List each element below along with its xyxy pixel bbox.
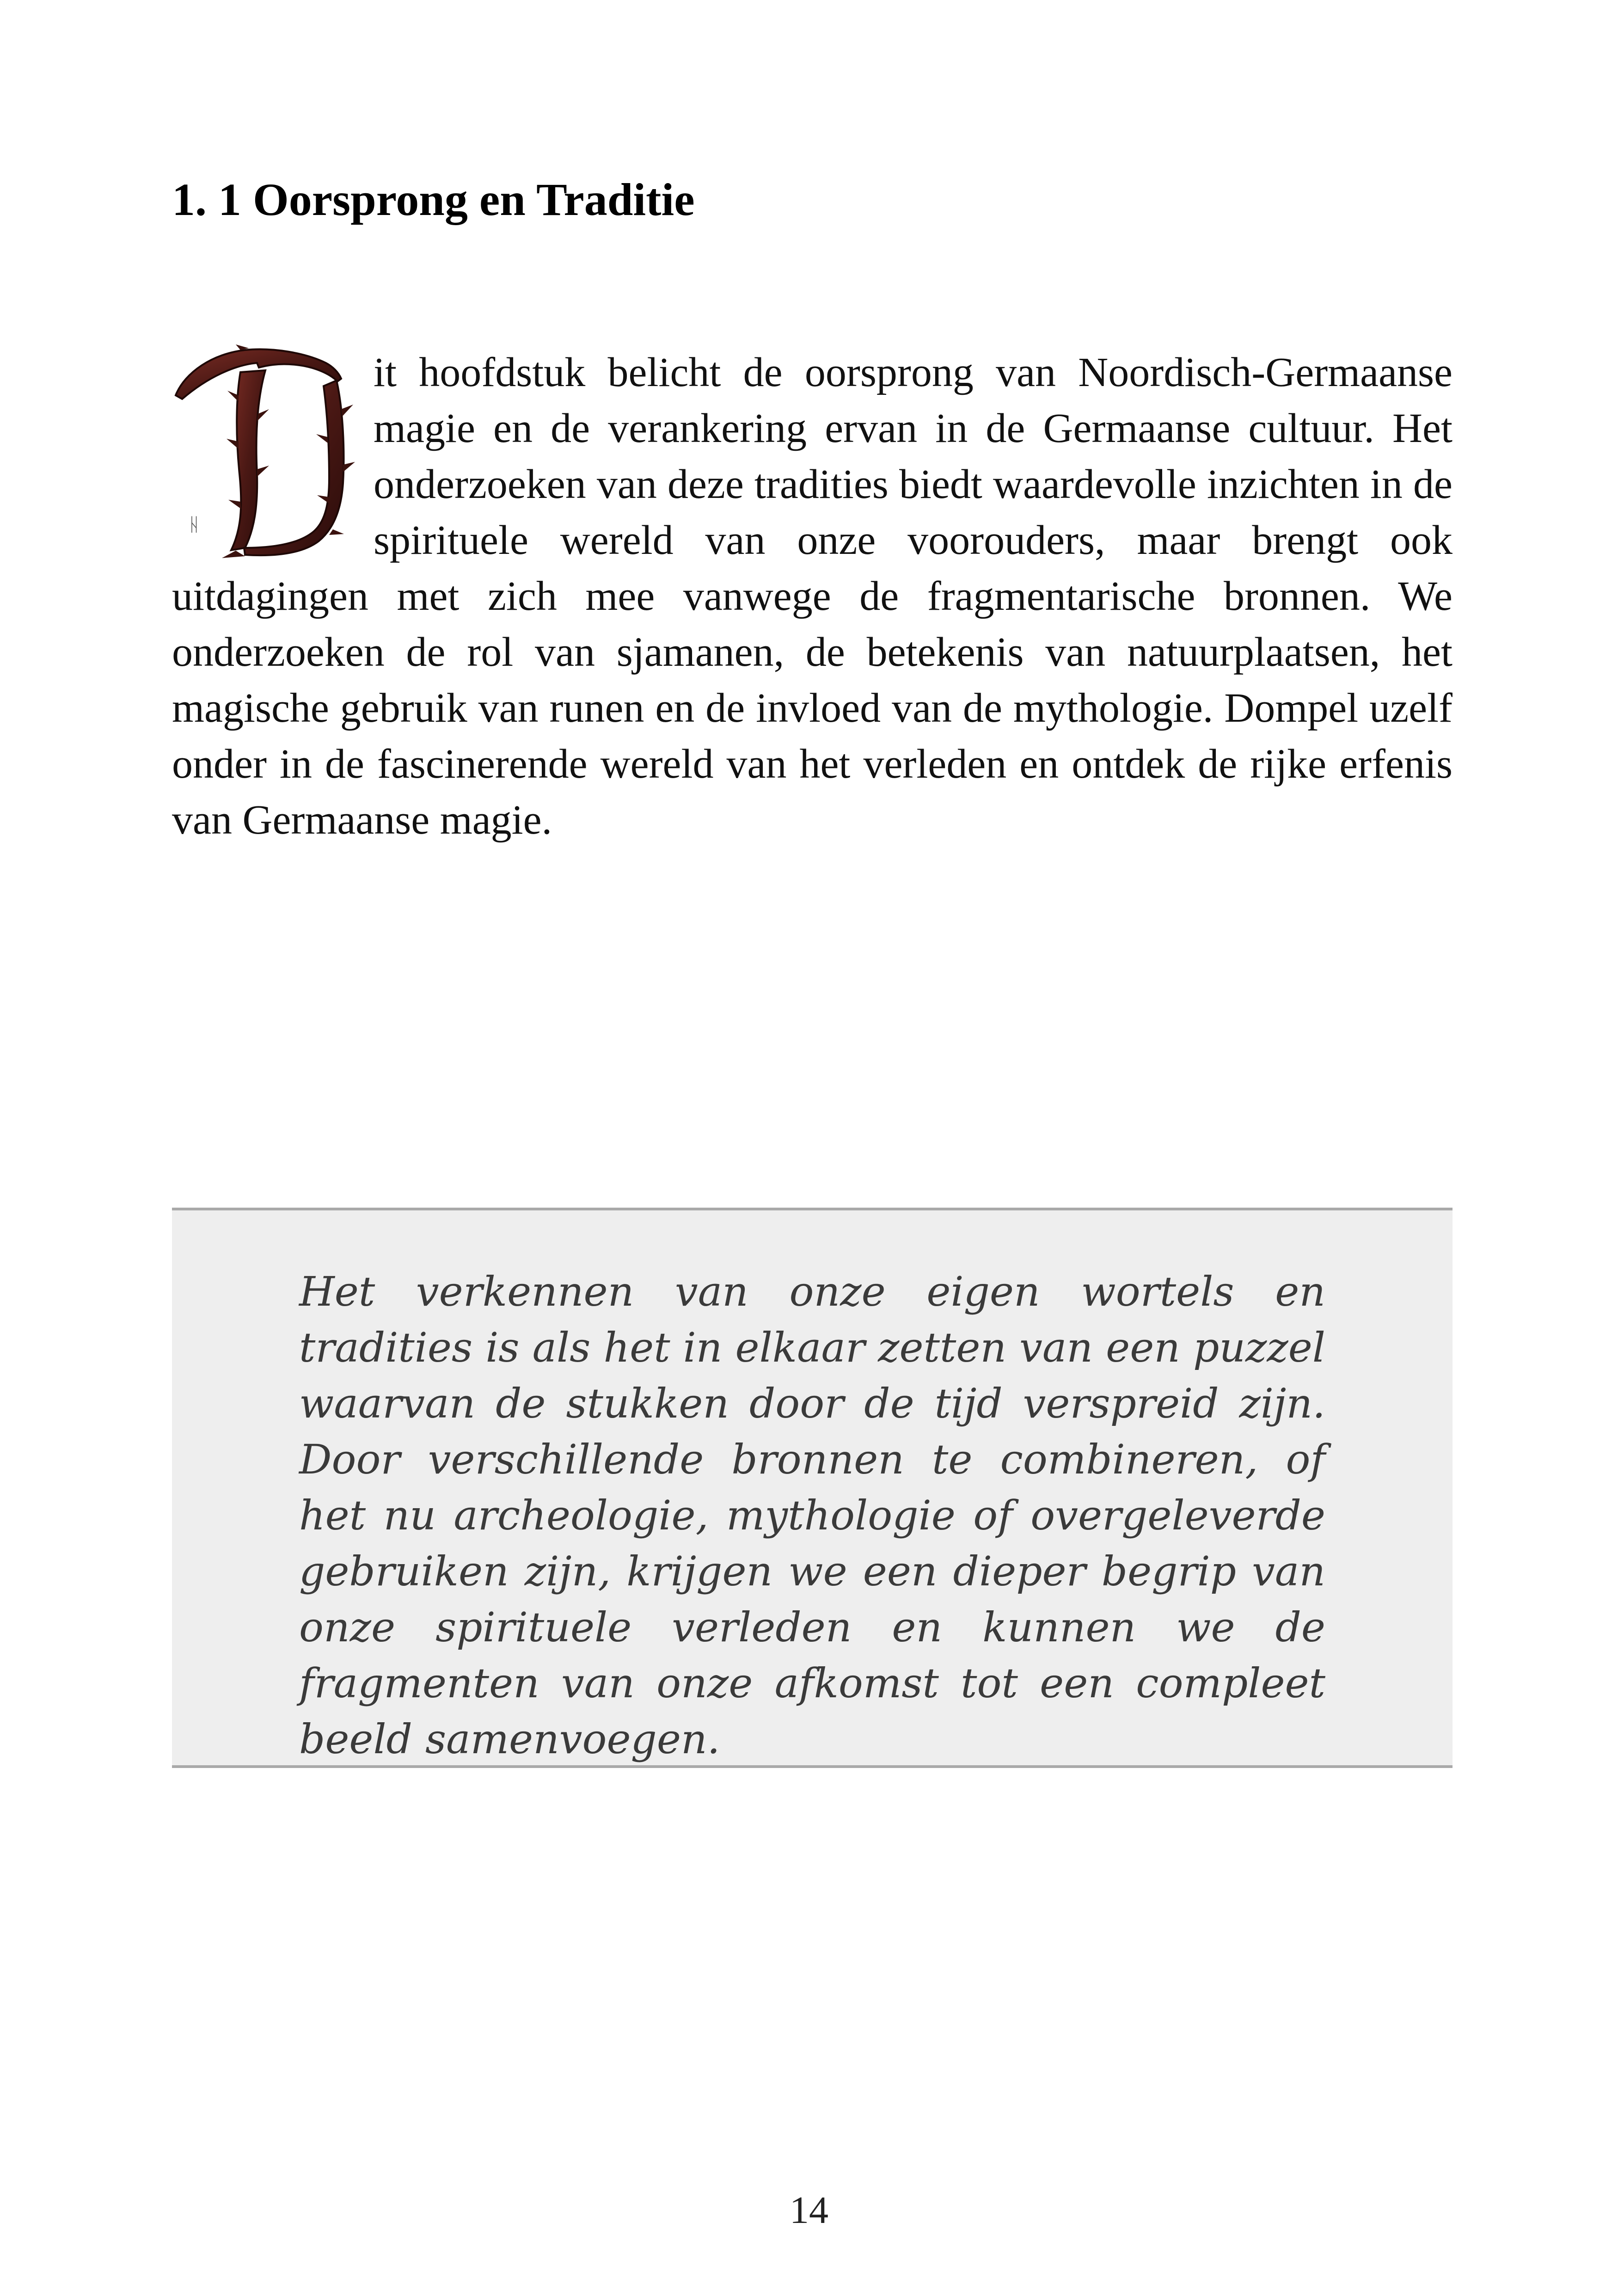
dropcap-small-rune: ᚺ <box>189 514 200 535</box>
page-number: 14 <box>790 2189 828 2232</box>
dropcap-letter-d <box>166 344 361 562</box>
quote-box <box>172 1208 1453 1768</box>
intro-paragraph: it hoofdstuk belicht de oorsprong van Noordisch-Germaanse magie en de verankering ervan in de Germaanse cultuur. Het onderzoeken van deze tradities biedt waardevolle inzichten in de spirituele wereld van onze voorouders, maar brengt ook uitdagingen met zich mee vanwege de fragmentarische bronnen. We onderzoeken de rol van sjamanen, de betekenis van natuurplaatsen, het magische gebruik van runen en de invloed van de mythologie. Dompel uzelf onder in de fascinerende wereld van het verleden en ontdek de rijke erfenis van Germaanse magie. <box>172 350 1453 843</box>
section-heading: 1. 1 Oorsprong en Traditie <box>172 174 695 225</box>
intro-section <box>172 344 1453 848</box>
quote-text: Het verkennen van onze eigen wortels en tradities is als het in elkaar zetten van een puzzel waarvan de stukken door de tijd verspreid zijn. Door verschillende bronnen te combineren, of het nu archeologie, mythologie of overgeleverde gebruiken zijn, krijgen we een dieper begrip van onze spirituele verleden en kunnen we de fragmenten van onze afkomst tot een compleet beeld samenvoegen. <box>299 1268 1325 1763</box>
